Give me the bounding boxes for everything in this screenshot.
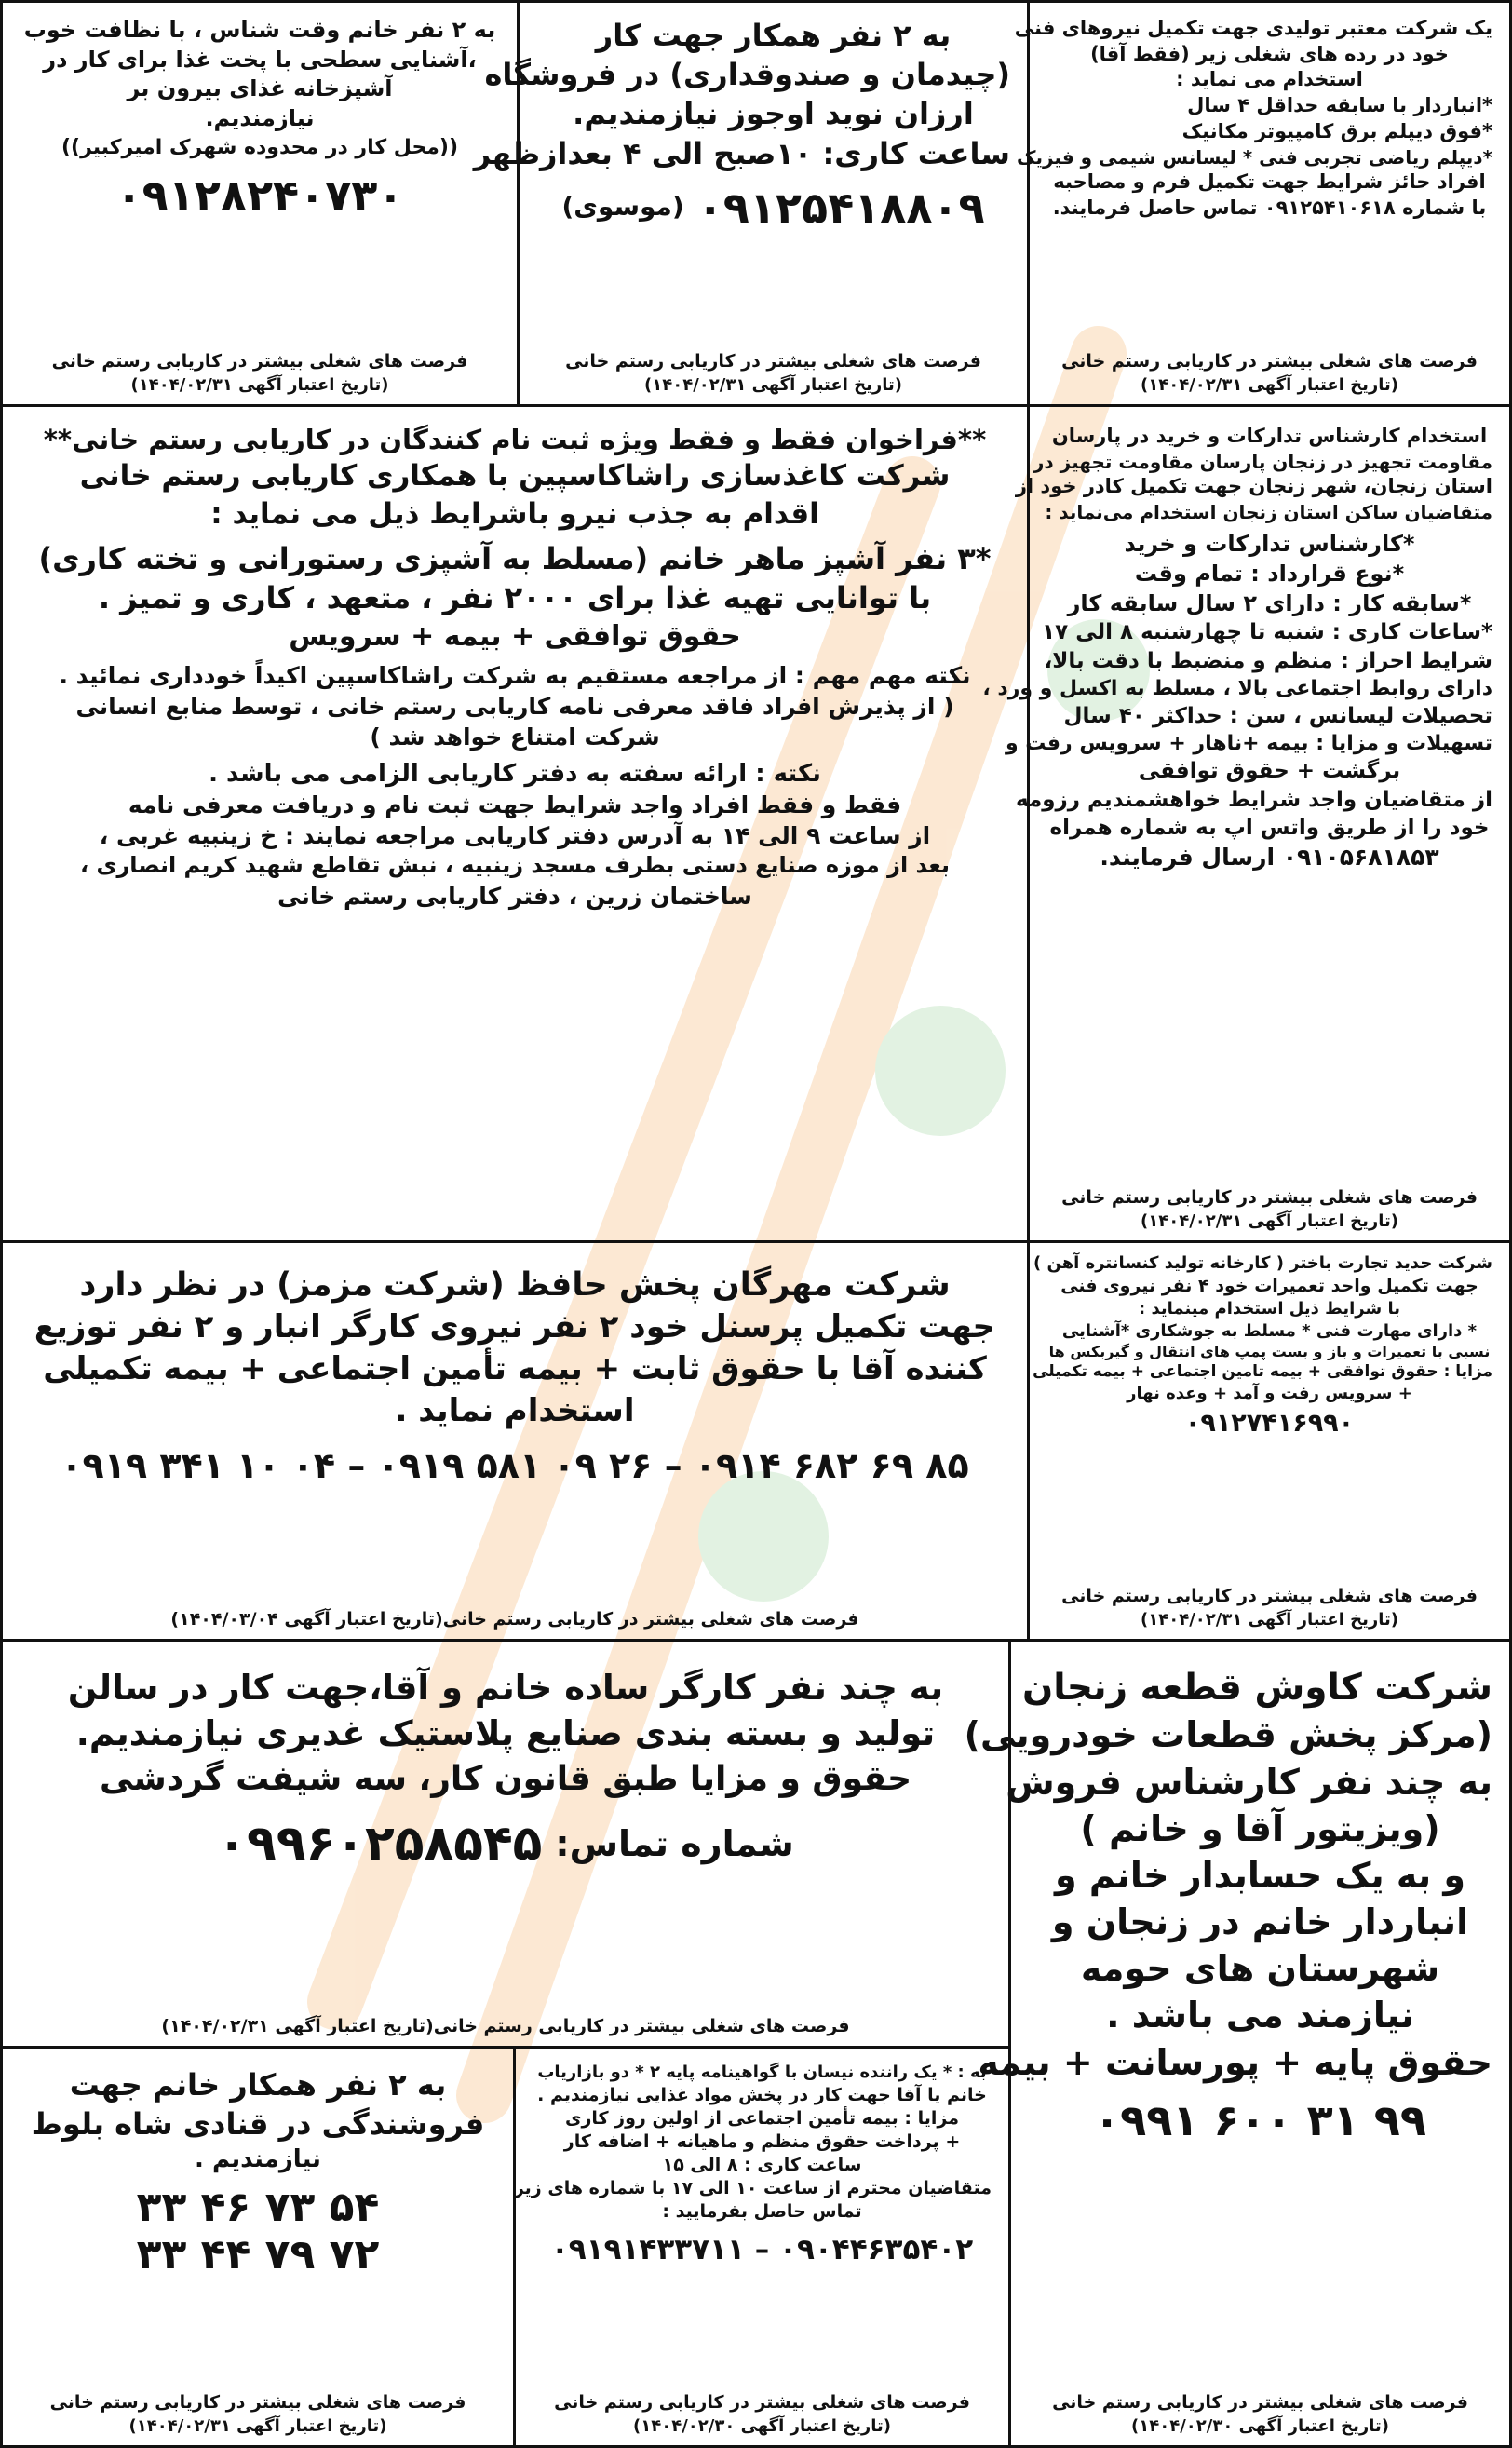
ad-footer: فرصت های شغلی بیشتر در کاریابی رستم خانی	[1061, 1586, 1478, 1606]
ad-line: استخدام نماید .	[395, 1391, 635, 1429]
ad-line: متقاضیان ساکن استان زنجان استخدام می‌نماید :	[1045, 500, 1492, 523]
ad-line: جهت تکمیل پرسنل خود ۲ نفر نیروی کارگر انبار و ۲ نفر توزیع	[34, 1308, 996, 1346]
ad-line: شرکت امتناع خواهد شد )	[370, 724, 660, 751]
ad-footer: فرصت های شغلی بیشتر در کاریابی رستم خانی	[1061, 351, 1478, 372]
ad-line: **فراخوان فقط و فقط ویژه ثبت نام کنندگان در کاریابی رستم خانی**	[43, 424, 987, 455]
ad-line: خانم یا آقا جهت کار در پخش مواد غذایی نیازمندیم .	[537, 2084, 987, 2105]
ad-line: *نوع قرارداد : تمام وقت	[1134, 560, 1405, 587]
ad-line: به ۲ نفر همکار جهت کار	[595, 18, 952, 53]
ad-line: ( از پذیرش افراد فاقد معرفی نامه کاریابی رستم خانی ، توسط منابع انسانی	[75, 693, 954, 721]
ad-line: *سابقه کار : دارای ۲ سال سابقه کار	[1067, 589, 1472, 616]
ad-line: آشپزخانه غذای بیرون بر	[127, 75, 393, 102]
ad-line: انباردار خانم در زنجان و	[1051, 1901, 1469, 1943]
ad-line: با توانایی تهیه غذا برای ۲۰۰۰ نفر ، متعهد ، کاری و تمیز .	[98, 580, 932, 616]
ad-footer: فرصت های شغلی بیشتر در کاریابی رستم خانی(تاریخ اعتبار آگهی ۱۴۰۴/۰۲/۳۱)	[161, 2016, 850, 2036]
ad-line: از ساعت ۹ الی ۱۴ به آدرس دفتر کاریابی مراجعه نمایند : خ زینبیه غربی ،	[99, 822, 931, 850]
ad-phone[interactable]: ۰۹۱۲۸۲۴۰۷۳۰	[115, 169, 404, 221]
ad-line: خود در رده های شغلی زیر (فقط آقا)	[1090, 42, 1449, 65]
ad-line: ساعت کاری : ۸ الی ۱۵	[662, 2154, 862, 2175]
ad-contact-name: (موسوی)	[561, 191, 684, 223]
ad-phone[interactable]: ۰۹۱۲۷۴۱۶۹۹۰	[1184, 1408, 1355, 1438]
ad-line: به ۲ نفر خانم وقت شناس ، با نظافت خوب	[23, 17, 496, 43]
ad-line: استان زنجان، شهر زنجان جهت تکمیل کادر خود از	[1015, 475, 1492, 498]
ad-pastry-shop-seller	[0, 2046, 516, 2448]
ad-phone[interactable]: ۰۹۹۶۰۲۵۸۵۴۵	[217, 1816, 543, 1873]
ad-line: * دارای مهارت فنی * مسلط به جوشکاری *آشنایی	[1061, 1320, 1478, 1341]
ad-line: حقوق توافقی + بیمه + سرویس	[289, 619, 741, 653]
ad-line: ،آشنایی سطحی با پخت غذا برای کار در	[43, 46, 477, 73]
ad-validity: (تاریخ اعتبار آگهی ۱۴۰۴/۰۲/۳۰)	[633, 2416, 891, 2436]
ad-footer: فرصت های شغلی بیشتر در کاریابی رستم خانی	[565, 351, 981, 372]
ad-line: ساعت کاری: ۱۰صبح الی ۴ بعدازظهر	[473, 135, 1010, 171]
ad-line: ساختمان زرین ، دفتر کاریابی رستم خانی	[277, 883, 752, 911]
ad-phones[interactable]: ۰۹۱۹۱۴۳۳۷۱۱ – ۰۹۰۴۴۶۳۵۴۰۲	[550, 2233, 974, 2267]
ad-food-distribution	[513, 2046, 1011, 2448]
ad-footer: فرصت های شغلی بیشتر در کاریابی رستم خانی	[1061, 1187, 1478, 1208]
ad-line: شرکت کاوش قطعه زنجان	[1021, 1667, 1492, 1709]
ad-validity: (تاریخ اعتبار آگهی ۱۴۰۴/۰۲/۳۱)	[130, 375, 389, 395]
ad-technical-staff	[1014, 0, 1512, 407]
ad-phone-label: شماره تماس:	[555, 1823, 794, 1865]
ad-line: یک شرکت معتبر تولیدی جهت تکمیل نیروهای فنی	[1014, 17, 1492, 39]
ad-footer: فرصت های شغلی بیشتر در کاریابی رستم خانی	[554, 2392, 970, 2413]
ad-line: بعد از موزه صنایع دستی بطرف مسجد زینبیه ، نبش تقاطع شهید کریم انصاری ،	[80, 852, 950, 879]
ad-line: فروشندگی در قنادی شاه بلوط	[31, 2106, 485, 2143]
ad-line: به : * یک راننده نیسان با گواهینامه پایه ۲ * دو بازاریاب	[537, 2063, 987, 2082]
ad-iron-concentrate-factory	[1027, 1240, 1512, 1642]
ad-line: به ۲ نفر همکار خانم جهت	[69, 2067, 447, 2103]
ad-paper-company-cooks	[0, 404, 1030, 1243]
ad-line: + سرویس رفت و آمد + وعده نهار	[1127, 1383, 1412, 1403]
ad-validity: (تاریخ اعتبار آگهی ۱۴۰۴/۰۲/۳۰)	[1131, 2416, 1389, 2436]
ad-line: به چند نفر کارشناس فروش	[1006, 1761, 1492, 1803]
ad-kitchen-helper	[0, 0, 520, 407]
ad-line: تماس حاصل بفرمایید :	[662, 2201, 862, 2223]
ad-line: (مرکز پخش قطعات خودرویی)	[964, 1714, 1492, 1756]
ad-footer: فرصت های شغلی بیشتر در کاریابی رستم خانی	[51, 351, 468, 372]
ad-line: تحصیلات لیسانس ، سن : حداکثر ۴۰ سال	[1063, 703, 1492, 728]
ad-validity: (تاریخ اعتبار آگهی ۱۴۰۴/۰۲/۳۱)	[1141, 1610, 1398, 1630]
ad-line: جهت تکمیل واحد تعمیرات خود ۴ نفر نیروی فنی	[1060, 1275, 1478, 1296]
ad-store-cashier	[473, 0, 1030, 407]
ad-line: خود را از طریق واتس اپ به شماره همراه	[1049, 816, 1490, 841]
ad-line: با شرایط ذیل استخدام مینماید :	[1139, 1298, 1400, 1319]
ad-line: ۰۹۱۰۵۶۸۱۸۵۳ ارسال فرمایند.	[1100, 844, 1439, 872]
ad-line: و به یک حسابدار خانم و	[1054, 1854, 1466, 1896]
ad-line: شرایط احراز : منظم و منضبط با دقت بالا،	[1044, 648, 1492, 673]
ad-line: *کارشناس تدارکات و خرید	[1124, 531, 1415, 558]
ad-line: استخدام می نماید :	[1176, 68, 1363, 91]
ad-line: با شماره ۰۹۱۲۵۴۱۰۶۱۸ تماس حاصل فرمایند.	[1052, 196, 1487, 219]
ad-validity: (تاریخ اعتبار آگهی ۱۴۰۴/۰۲/۳۱)	[644, 375, 902, 395]
ad-line: (چیدمان و صندوقداری) در فروشگاه	[484, 57, 1010, 93]
ad-auto-parts-sales	[964, 1639, 1512, 2448]
ad-line: ارزان نوید اوجوز نیازمندیم.	[573, 96, 974, 132]
ad-procurement-specialist	[982, 404, 1512, 1243]
ad-line: *ساعات کاری : شنبه تا چهارشنبه ۸ الی ۱۷	[1042, 620, 1492, 645]
ad-line: استخدام کارشناس تدارکات و خرید در پارسان	[1051, 425, 1488, 447]
ad-line: مزایا : حقوق توافقی + بیمه تامین اجتماعی + بیمه تکمیلی	[1033, 1362, 1492, 1382]
ad-footer: فرصت های شغلی بیشتر در کاریابی رستم خانی	[1052, 2392, 1468, 2413]
ad-line: + پرداخت حقوق منظم و ماهیانه + اضافه کار	[563, 2130, 961, 2152]
ad-mazmaz-distribution	[0, 1240, 1030, 1642]
ad-line: نیازمندیم .	[195, 2145, 321, 2174]
ad-line: فقط و فقط افراد واجد شرایط جهت ثبت نام و دریافت معرفی نامه	[128, 791, 902, 819]
ad-plastic-factory-workers	[0, 1639, 1011, 2049]
ad-line: افراد حائز شرایط جهت تکمیل فرم و مصاحبه	[1053, 169, 1486, 193]
ad-line: از متقاضیان واجد شرایط خواهشمندیم رزومه	[1016, 787, 1492, 812]
ad-line: شهرستان های حومه	[1080, 1948, 1440, 1990]
ad-footer: فرصت های شغلی بیشتر در کاریابی رستم خانی	[49, 2392, 466, 2413]
ad-validity: (تاریخ اعتبار آگهی ۱۴۰۴/۰۲/۳۱)	[1141, 1211, 1398, 1231]
ad-line: *فوق دیپلم برق کامپیوتر مکانیک	[1181, 119, 1492, 142]
ad-line: متقاضیان محترم از ساعت ۱۰ الی ۱۷ با شماره های زیر	[513, 2178, 992, 2199]
ad-line: اقدام به جذب نیرو باشرایط ذیل می نماید :	[210, 497, 819, 532]
ad-line: شرکت مهرگان پخش حافظ (شرکت مزمز) در نظر دارد	[79, 1266, 951, 1304]
ad-line: *دیپلم ریاضی تجربی فنی * لیسانس شیمی و فیزیک	[1016, 145, 1492, 169]
ad-line: *انباردار با سابقه حداقل ۴ سال	[1187, 94, 1492, 117]
ad-line: نکته مهم مهم : از مراجعه مستقیم به شرکت راشاکاسپین اکیداً خودداری نمائید .	[59, 662, 971, 690]
ad-line: نسبی با تعمیرات و باز و بست پمپ های انتقال و گیربکس ها	[1048, 1343, 1491, 1361]
ad-line: مقاومت تجهیز در زنجان پارسان مقاومت تجهیز در	[1033, 450, 1492, 473]
ad-line: شرکت کاغذسازی راشاکاسپین با همکاری کاریابی رستم خانی	[79, 459, 951, 494]
ad-phones[interactable]: ۰۹۱۹ ۳۴۱ ۱۰ ۰۴ – ۰۹۱۹ ۵۸۱ ۰۹ ۲۶ – ۰۹۱۴ ۶۸۲ ۶۹ ۸۵	[61, 1444, 969, 1486]
ad-line: تسهیلات و مزایا : بیمه +ناهار + سرویس رفت و	[1005, 732, 1492, 756]
ad-line: ((محل کار در محدوده شهرک امیرکبیر))	[61, 135, 459, 159]
ad-line: حقوق پایه + پورسانت + بیمه	[978, 2041, 1492, 2083]
ad-line: نیازمند می باشد .	[1106, 1995, 1414, 2036]
ad-line: نیازمندیم.	[205, 105, 315, 132]
ad-phone[interactable]: ۰۹۱۲۵۴۱۸۸۰۹	[696, 182, 985, 233]
ad-line: نکته : ارائه سفته به دفتر کاریابی الزامی می باشد .	[209, 760, 821, 789]
ad-line: دارای روابط اجتماعی بالا ، مسلط به اکسل و ورد ،	[982, 676, 1492, 700]
ad-phone[interactable]: ۰۹۹۱ ۶۰۰ ۳۱ ۹۹	[1094, 2094, 1426, 2145]
ad-line: (ویزیتور آقا و خانم )	[1080, 1807, 1440, 1849]
ad-line: کننده آقا با حقوق ثابت + بیمه تأمین اجتماعی + بیمه تکمیلی	[43, 1350, 987, 1388]
ad-line: حقوق و مزایا طبق قانون کار، سه شیفت گردشی	[99, 1759, 912, 1798]
ad-validity: (تاریخ اعتبار آگهی ۱۴۰۴/۰۲/۳۱)	[1141, 375, 1398, 395]
ad-footer: فرصت های شغلی بیشتر در کاریابی رستم خانی(تاریخ اعتبار آگهی ۱۴۰۴/۰۳/۰۴)	[170, 1609, 859, 1630]
ad-line: شرکت حدید تجارت باختر ( کارخانه تولید کنسانتره آهن )	[1033, 1253, 1492, 1273]
ad-phone[interactable]: ۳۳ ۴۶ ۷۳ ۵۴	[136, 2183, 380, 2231]
ad-line: مزایا : بیمه تأمین اجتماعی از اولین روز کاری	[565, 2107, 959, 2129]
ad-line: به چند نفر کارگر ساده خانم و آقا،جهت کار در سالن	[67, 1668, 944, 1708]
ad-line: تولید و بسته بندی صنایع پلاستیک غدیری نیازمندیم.	[75, 1712, 936, 1753]
ad-line: برگشت + حقوق توافقی	[1138, 759, 1401, 784]
ad-validity: (تاریخ اعتبار آگهی ۱۴۰۴/۰۲/۳۱)	[128, 2416, 387, 2436]
ad-line: *۳ نفر آشپز ماهر خانم (مسلط به آشپزی رستورانی و تخته کاری)	[38, 541, 992, 577]
ad-phone[interactable]: ۳۳ ۴۴ ۷۹ ۷۲	[136, 2230, 380, 2279]
